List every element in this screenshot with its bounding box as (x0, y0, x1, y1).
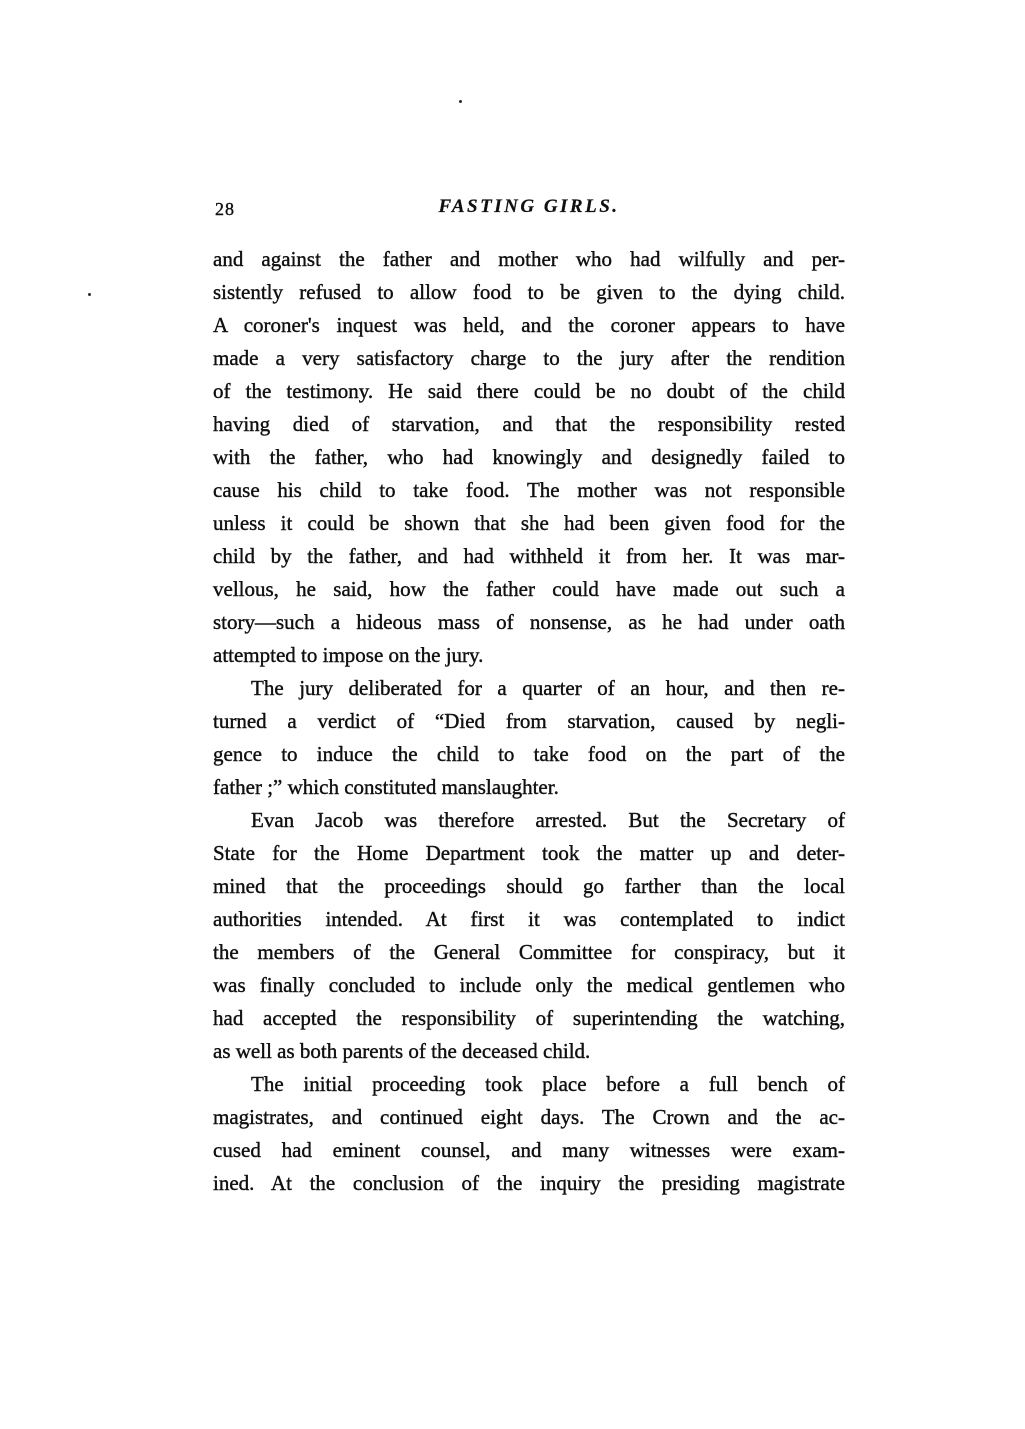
paragraph (213, 672, 845, 804)
scan-speck (459, 100, 462, 103)
text-line: gence to induce the child to take food on the part of the (213, 742, 845, 766)
text-line: magistrates, and continued eight days. The Crown and the ac- (213, 1105, 845, 1129)
paragraph (213, 243, 845, 672)
text-line: attempted to impose on the jury. (213, 643, 484, 667)
text-line: story—such a hideous mass of nonsense, as he had under oath (213, 610, 845, 634)
paragraph (213, 1068, 845, 1200)
text-line: mined that the proceedings should go farther than the local (213, 874, 845, 898)
text-line: had accepted the responsibility of superintending the watching, (213, 1006, 845, 1030)
text-line: State for the Home Department took the matter up and deter- (213, 841, 845, 865)
text-line: father ;” which constituted manslaughter. (213, 775, 559, 799)
text-line: child by the father, and had withheld it from her. It was mar- (213, 544, 845, 568)
running-header-title: FASTING GIRLS. (438, 196, 620, 217)
scan-speck (88, 293, 91, 296)
page-number: 28 (215, 199, 235, 219)
text-line: sistently refused to allow food to be given to the dying child. (213, 280, 845, 304)
text-line: A coroner's inquest was held, and the coroner appears to have (213, 313, 845, 337)
text-line: The initial proceeding took place before a full bench of (251, 1072, 845, 1096)
text-line: authorities intended. At first it was contemplated to indict (213, 907, 845, 931)
text-line: with the father, who had knowingly and designedly failed to (213, 445, 845, 469)
text-line: unless it could be shown that she had been given food for the (213, 511, 845, 535)
text-line: cause his child to take food. The mother was not responsible (213, 478, 845, 502)
text-line: was finally concluded to include only the medical gentlemen who (213, 973, 845, 997)
paragraph (213, 804, 845, 1068)
text-line: made a very satisfactory charge to the jury after the rendition (213, 346, 845, 370)
text-line: vellous, he said, how the father could have made out such a (213, 577, 845, 601)
text-line: The jury deliberated for a quarter of an hour, and then re- (251, 676, 845, 700)
page-header (213, 196, 845, 226)
text-line: cused had eminent counsel, and many witnesses were exam- (213, 1138, 845, 1162)
text-line: the members of the General Committee for conspiracy, but it (213, 940, 845, 964)
text-line: as well as both parents of the deceased child. (213, 1039, 591, 1063)
text-line: turned a verdict of “Died from starvation, caused by negli- (213, 709, 845, 733)
text-line: Evan Jacob was therefore arrested. But the Secretary of (251, 808, 845, 832)
text-line: ined. At the conclusion of the inquiry the presiding magistrate (213, 1171, 845, 1195)
text-line: having died of starvation, and that the responsibility rested (213, 412, 845, 436)
text-line: of the testimony. He said there could be no doubt of the child (213, 379, 845, 403)
text-block (213, 243, 845, 1200)
text-line: and against the father and mother who had wilfully and per- (213, 247, 845, 271)
